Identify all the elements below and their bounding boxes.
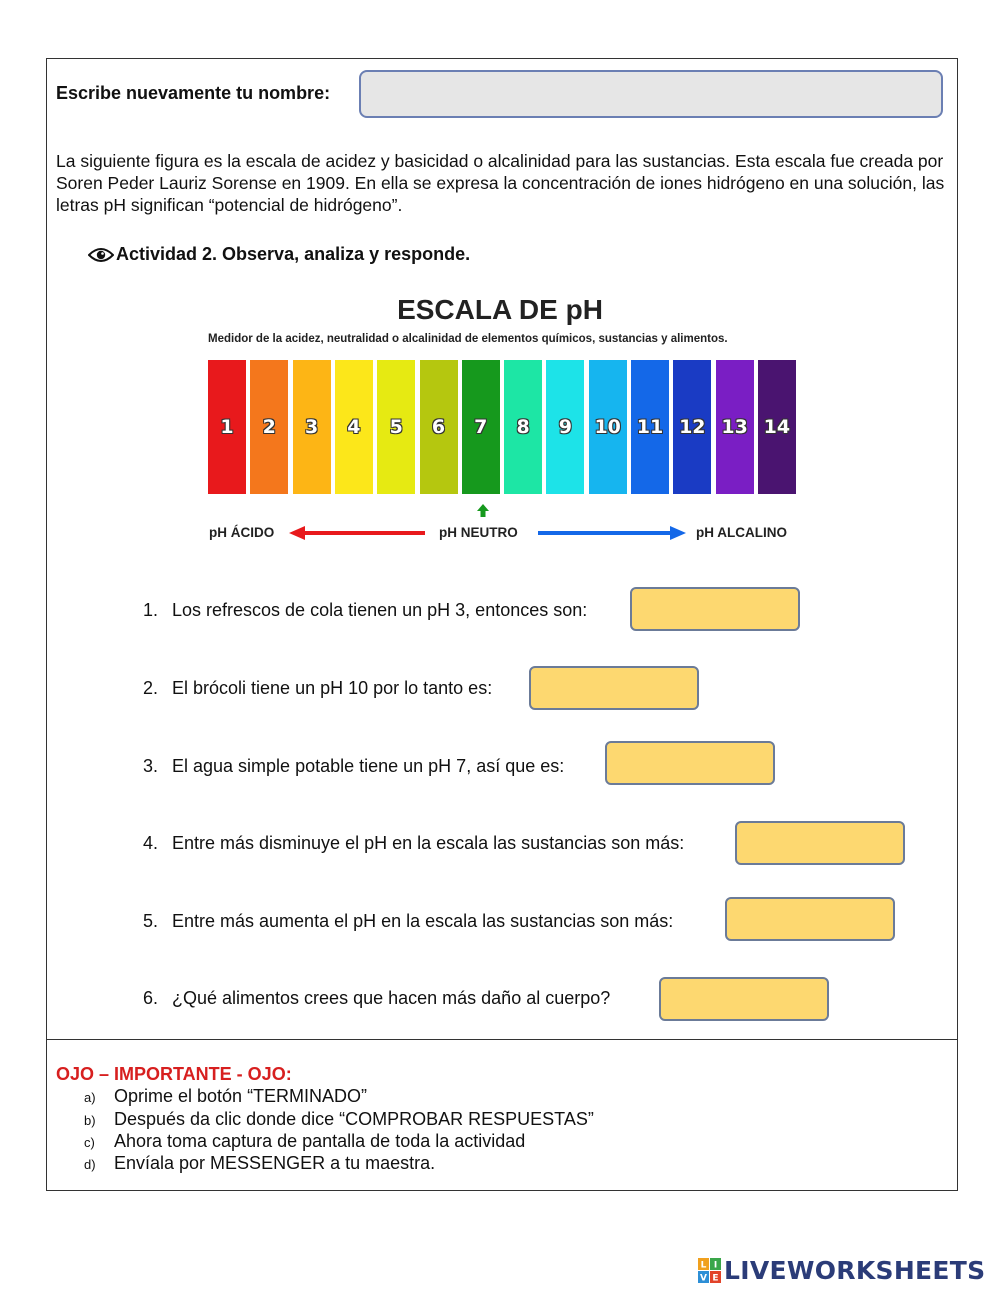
ph-level-4: 4 bbox=[335, 360, 373, 494]
answer-input-3[interactable] bbox=[605, 741, 775, 785]
step-letter: c) bbox=[84, 1135, 95, 1150]
notice-step-b bbox=[84, 1109, 594, 1130]
svg-text:E: E bbox=[712, 1273, 719, 1283]
step-text: Oprime el botón “TERMINADO” bbox=[114, 1086, 368, 1106]
svg-text:I: I bbox=[713, 1260, 718, 1270]
answer-input-6[interactable] bbox=[659, 977, 829, 1021]
chart-title: ESCALA DE pH bbox=[397, 294, 603, 325]
ph-level-13: 13 bbox=[716, 360, 754, 494]
question-3 bbox=[143, 756, 564, 777]
question-text: Entre más aumenta el pH en la escala las sustancias son más: bbox=[172, 911, 674, 931]
intro-paragraph: La siguiente figura es la escala de acidez y basicidad o alcalinidad para las sustancias. Esta escala fue creada por Soren Peder Lauriz Sorense en 1909. En ella se expresa la concentración de iones hidrógeno en una solución, las letras pH significan “potencial de hidrógeno”. bbox=[56, 151, 945, 215]
answer-input-5[interactable] bbox=[725, 897, 895, 941]
alkaline-arrow-icon bbox=[670, 526, 686, 540]
ph-level-12: 12 bbox=[673, 360, 711, 494]
question-number: 2. bbox=[143, 678, 159, 698]
ph-level-6: 6 bbox=[420, 360, 458, 494]
question-number: 3. bbox=[143, 756, 159, 776]
ph-level-2: 2 bbox=[250, 360, 288, 494]
chart-subtitle: Medidor de la acidez, neutralidad o alcalinidad de elementos químicos, sustancias y alimentos. bbox=[208, 333, 728, 345]
acid-arrow-icon bbox=[289, 526, 305, 540]
liveworksheets-logo[interactable] bbox=[698, 1256, 985, 1285]
step-text: Ahora toma captura de pantalla de toda la actividad bbox=[114, 1131, 526, 1151]
acid-label: pH ÁCIDO bbox=[209, 525, 275, 540]
step-letter: d) bbox=[84, 1157, 96, 1172]
question-text: El agua simple potable tiene un pH 7, así que es: bbox=[172, 756, 565, 776]
notice-step-c bbox=[84, 1131, 525, 1152]
logo-badge-icon bbox=[698, 1258, 722, 1284]
ph-level-11: 11 bbox=[631, 360, 669, 494]
question-6 bbox=[143, 988, 610, 1009]
question-4 bbox=[143, 833, 684, 854]
svg-text:L: L bbox=[700, 1260, 707, 1270]
step-letter: b) bbox=[84, 1113, 96, 1128]
neutral-arrow-icon bbox=[477, 504, 489, 517]
question-number: 6. bbox=[143, 988, 159, 1008]
ph-level-7: 7 bbox=[462, 360, 500, 494]
notice-step-a bbox=[84, 1086, 367, 1107]
question-2 bbox=[143, 678, 492, 699]
answer-input-1[interactable] bbox=[630, 587, 800, 631]
ph-level-5: 5 bbox=[377, 360, 415, 494]
question-number: 4. bbox=[143, 833, 159, 853]
ph-scale bbox=[208, 360, 798, 494]
question-text: Los refrescos de cola tienen un pH 3, entonces son: bbox=[172, 600, 588, 620]
section-divider bbox=[46, 1039, 958, 1040]
alkaline-label: pH ALCALINO bbox=[696, 525, 787, 540]
ph-level-8: 8 bbox=[504, 360, 542, 494]
neutral-label: pH NEUTRO bbox=[439, 525, 518, 540]
notice-step-d bbox=[84, 1153, 435, 1174]
ph-level-3: 3 bbox=[293, 360, 331, 494]
name-label: Escribe nuevamente tu nombre: bbox=[56, 83, 331, 103]
question-5 bbox=[143, 911, 673, 932]
worksheet-frame bbox=[46, 58, 958, 1191]
step-text: Después da clic donde dice “COMPROBAR RESPUESTAS” bbox=[114, 1109, 594, 1129]
ph-level-9: 9 bbox=[546, 360, 584, 494]
answer-input-2[interactable] bbox=[529, 666, 699, 710]
question-text: El brócoli tiene un pH 10 por lo tanto es: bbox=[172, 678, 493, 698]
question-text: Entre más disminuye el pH en la escala las sustancias son más: bbox=[172, 833, 685, 853]
question-number: 5. bbox=[143, 911, 159, 931]
eye-icon bbox=[88, 247, 114, 263]
activity-heading bbox=[88, 244, 470, 265]
ph-level-14: 14 bbox=[758, 360, 796, 494]
step-text: Envíala por MESSENGER a tu maestra. bbox=[114, 1153, 436, 1173]
answer-input-4[interactable] bbox=[735, 821, 905, 865]
question-1 bbox=[143, 600, 587, 621]
activity-title: Actividad 2. Observa, analiza y responde. bbox=[116, 244, 471, 264]
notice-title: OJO – IMPORTANTE - OJO: bbox=[56, 1064, 292, 1084]
name-input[interactable] bbox=[359, 70, 943, 118]
question-number: 1. bbox=[143, 600, 159, 620]
svg-text:V: V bbox=[700, 1273, 707, 1283]
ph-level-1: 1 bbox=[208, 360, 246, 494]
ph-level-10: 10 bbox=[589, 360, 627, 494]
step-letter: a) bbox=[84, 1090, 96, 1105]
logo-text: LIVEWORKSHEETS bbox=[724, 1256, 986, 1285]
question-text: ¿Qué alimentos crees que hacen más daño al cuerpo? bbox=[172, 988, 611, 1008]
